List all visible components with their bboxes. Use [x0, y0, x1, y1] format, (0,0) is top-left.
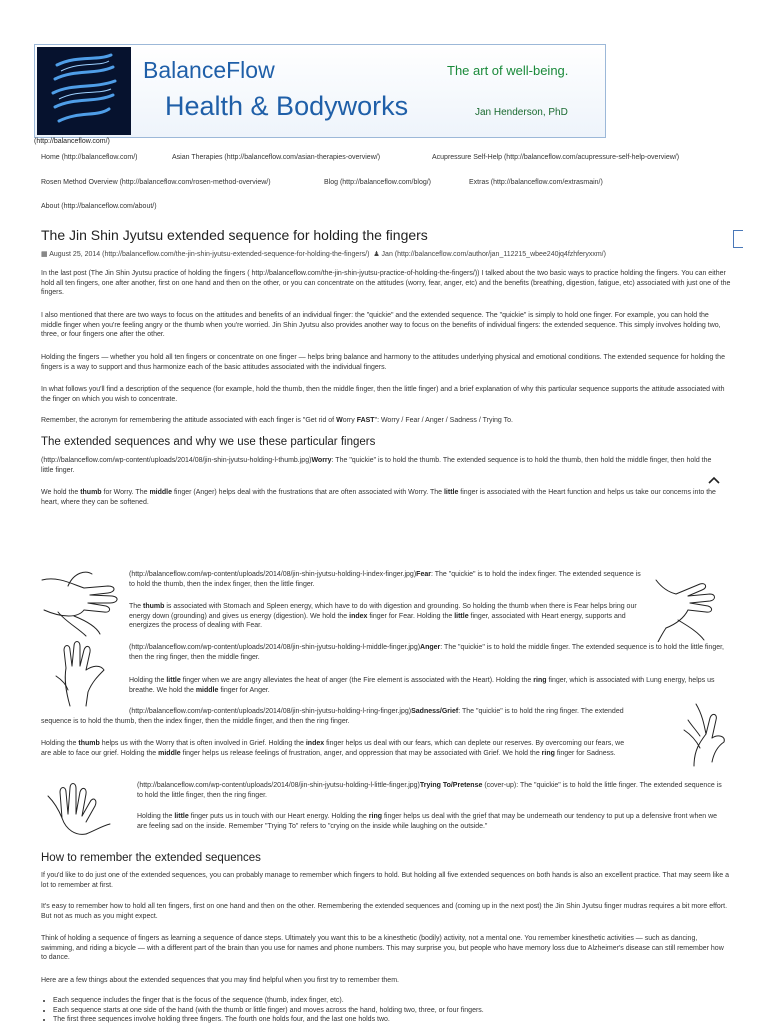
section-heading-remember: How to remember the extended sequences — [41, 852, 261, 864]
text-span: Holding the — [41, 740, 79, 747]
hand-index-right-image[interactable] — [648, 570, 722, 642]
text-span: finger helps us release feelings of frustration, anger, and oppression that may be associated with Grief. We hold the — [180, 749, 542, 757]
bold-thumb: thumb — [143, 603, 165, 610]
tagline: The art of well-being. — [447, 63, 569, 78]
remember-paragraph-1: If you'd like to do just one of the extended sequences, you can probably manage to remember which fingers to hold. But holding all five extended sequences on both hands is also an excellent practice. That may seem like a lot to remember at first. — [41, 872, 730, 889]
bold-index: index — [305, 740, 325, 747]
text-span: We hold the — [41, 489, 81, 496]
text-span: for Worry. The — [101, 489, 150, 496]
trying-to-text: (cover-up): The "quickie" is to hold the little finger. The extended sequence is to hold the little finger, then the ring finger. — [137, 782, 722, 799]
nav-blog[interactable]: Blog (http://balanceflow.com/blog/) — [324, 179, 432, 186]
sadness-paragraph — [41, 707, 631, 726]
text-span: The — [129, 603, 144, 610]
fear-label: Fear — [416, 571, 431, 578]
worry-paragraph — [41, 456, 721, 475]
home-url-link[interactable]: (http://balanceflow.com/) — [34, 138, 110, 145]
bold-little: little — [174, 813, 189, 820]
remember-paragraph-2: It's easy to remember how to hold all ten fingers, first on one hand and then on the other. Remembering the extended sequences and (coming up in the next post) the Jin Shin Jyutsu finger mudras requires a bit more effort. But not as much as you might expect. — [41, 903, 728, 920]
bold-little: little — [443, 489, 459, 496]
text-span: finger when we are angry alleviates the heat of anger (the Fire element is associated with the Heart). Holding the — [180, 677, 534, 684]
nav-rosen-method[interactable]: Rosen Method Overview (http://balanceflow.com/rosen-method-overview/) — [41, 179, 271, 186]
tips-list — [41, 996, 743, 1025]
chevron-up-icon[interactable] — [708, 476, 720, 484]
bold-ring: ring — [368, 813, 383, 820]
nav-extras[interactable]: Extras (http://balanceflow.com/extrasmain/) — [469, 179, 603, 186]
list-item: • The first three sequences involve holding three fingers. The fourth one holds four, and the last one holds two. — [53, 1015, 743, 1025]
post-title: The Jin Shin Jyutsu extended sequence for holding the fingers — [41, 227, 428, 243]
person-icon: ♟ — [373, 251, 380, 258]
sadness-label: Sadness/Grief — [411, 708, 459, 715]
intro-paragraph-4: In what follows you'll find a description of the sequence (for example, hold the thumb, then the middle finger, then the little finger) and a brief explanation of why this particular sequence supports the attitude associated with the finger on which you wish to concentrate. — [41, 386, 725, 403]
text-span: is associated with Stomach and Spleen energy, which have to do with digestion and grounding. So holding the thumb when there is Fear helps bring our energy down (grounding) and gives us energy (digestion). We hold the — [129, 603, 637, 620]
post-meta — [41, 250, 606, 258]
text-span: finger helps us deal with our fears, which can deplete our reserves. By overcoming our fears, we are able to face our grief. Holding the — [41, 740, 625, 757]
bold-ring: ring — [533, 677, 547, 684]
text-span: Holding the — [137, 813, 175, 820]
bold-middle: middle — [149, 489, 172, 496]
nav-asian-therapies[interactable]: Asian Therapies (http://balanceflow.com/asian-therapies-overview/) — [172, 154, 381, 161]
text-span: finger for Anger. — [218, 686, 270, 694]
bold-thumb: thumb — [80, 489, 102, 496]
text-span: finger, which is associated with Lung energy, helps us breathe. We hold the — [129, 677, 715, 694]
anger-text: : The "quickie" is to hold the middle finger. The extended sequence is to hold the little finger, then the ring finger, then the middle finger. — [129, 644, 725, 661]
fear-explanation — [129, 602, 645, 631]
section-heading-extended-sequences: The extended sequences and why we use these particular fingers — [41, 436, 376, 448]
trying-to-paragraph — [137, 781, 727, 800]
logo-icon — [37, 47, 131, 135]
bold-thumb: thumb — [78, 740, 100, 747]
bold-ring: ring — [541, 749, 555, 757]
list-item: • Each sequence includes the finger that is the focus of the sequence (thumb, index finger, etc). — [53, 996, 743, 1006]
anger-label: Anger — [420, 644, 441, 651]
calendar-icon: ▦ — [41, 251, 48, 258]
acronym-intro: Remember, the acronym for remembering the attitude associated with each finger is "Get rid of — [41, 417, 337, 424]
anger-paragraph — [129, 643, 729, 662]
nav-home[interactable]: Home (http://balanceflow.com/) — [41, 154, 138, 161]
hand-index-image[interactable] — [38, 566, 128, 638]
acronym-fast: FAST — [356, 417, 375, 424]
acronym-orry: orry — [342, 417, 357, 424]
list-item: • Each sequence starts at one side of the hand (with the thumb or little finger) and moves across the hand, holding two, three, or four fingers. — [53, 1006, 743, 1016]
nav-about[interactable]: About (http://balanceflow.com/about/) — [41, 203, 157, 210]
site-banner[interactable] — [34, 44, 606, 138]
text-span: finger, associated with Heart energy, supports and energizes the process of dealing with Fear. — [129, 612, 626, 629]
worry-label: Worry — [311, 457, 332, 464]
trying-to-explanation — [137, 812, 727, 831]
bold-middle: middle — [158, 749, 181, 757]
trying-to-label: Trying To/Pretense — [419, 782, 483, 789]
bold-middle: middle — [195, 686, 219, 694]
post-author-link[interactable]: Jan (http://balanceflow.com/author/jan_112215_wbee240jq4fzhferyxxm/) — [381, 251, 606, 258]
sadness-explanation — [41, 739, 631, 758]
post-date-link[interactable]: August 25, 2014 (http://balanceflow.com/the-jin-shin-jyutsu-extended-sequence-for-holding-the-fingers/) — [49, 251, 370, 258]
bold-little: little — [166, 677, 181, 684]
worry-explanation — [41, 488, 721, 507]
intro-paragraph-5 — [41, 416, 731, 426]
brand-name: BalanceFlow — [143, 57, 275, 83]
text-span: finger (Anger) helps deal with the frustrations that are often associated with Worry. The — [172, 489, 444, 496]
sadness-text: : The "quickie" is to hold the ring finger. The extended sequence is to hold the thumb, then the index finger, then the middle finger, and then the ring finger. — [41, 708, 624, 725]
text-span: finger puts us in touch with our Heart energy. Holding the — [188, 813, 369, 820]
anger-explanation — [129, 676, 729, 695]
anger-image-link[interactable]: (http://balanceflow.com/wp-content/uploads/2014/08/jin-shin-jyutsu-holding-l-middle-finger.jpg) — [129, 644, 421, 651]
remember-paragraph-3: Think of holding a sequence of fingers as learning a sequence of dance steps. Ultimately you want this to be a kinesthetic (bodily) activity, not a mental one. You remember kinesthetic activities — such as dancing, swimming, and riding a bicycle — with a different part of the brain than you use for names and phone numbers. This may surprise you, but people who have memory loss due to Alzheimer's disease can still remember how to dance. — [41, 935, 724, 961]
acronym-list: Worry / Fear / Anger / Sadness / Trying To. — [380, 417, 513, 424]
hand-ring-image[interactable] — [676, 700, 730, 770]
brand-subtitle: Health & Bodyworks — [165, 91, 409, 121]
worry-text: : The "quickie" is to hold the thumb. The extended sequence is to hold the thumb, then hold the middle finger, then hold the little finger. — [41, 457, 712, 474]
text-span: Holding the — [129, 677, 167, 684]
text-span: finger for Fear. Holding the — [367, 612, 455, 620]
intro-paragraph-3: Holding the fingers — whether you hold all ten fingers or concentrate on one finger — helps bring balance and harmony to the attitudes underlying physical and emotional conditions. The extended sequence for holding the fingers is a way to support and thus harmonize each of the basic attitudes associated with the individual fingers. — [41, 354, 725, 371]
fear-image-link[interactable]: (http://balanceflow.com/wp-content/uploads/2014/08/jin-shin-jyutsu-holding-l-index-finger.jpg) — [129, 571, 417, 578]
intro-paragraph-1: In the last post (The Jin Shin Jyutsu practice of holding the fingers ( http://balanceflow.com/the-jin-shin-jyutsu-practice-of-holding-the-fingers/)) I talked about the two basic ways to practice holding the fingers. You can either hold all ten fingers, one after another, first on one hand and then on the other, or you can concentrate on the attitudes (worry, fear, anger, etc) and the benefits (breathing, digestion, fatigue, etc) associated with just one of the fingers. — [41, 270, 731, 296]
bold-little: little — [454, 612, 469, 620]
text-span: finger for Sadness. — [554, 749, 616, 757]
remember-paragraph-4: Here are a few things about the extended sequences that you may find helpful when you first try to remember them. — [41, 977, 399, 984]
bold-index: index — [349, 612, 368, 620]
hand-middle-image[interactable] — [50, 640, 110, 708]
trying-to-image-link[interactable]: (http://balanceflow.com/wp-content/uploads/2014/08/jin-shin-jyutsu-holding-l-little-finger.jpg) — [137, 782, 420, 789]
sadness-image-link[interactable]: (http://balanceflow.com/wp-content/uploads/2014/08/jin-shin-jyutsu-holding-l-ring-finger.jpg) — [129, 708, 412, 715]
acronym-w: W — [336, 417, 343, 424]
fear-text: : The "quickie" is to hold the index finger. The extended sequence is to hold the thumb, then the index finger, then the little finger. — [129, 571, 641, 588]
text-span: finger helps us deal with the grief that may be underneath our tendency to put up a defensive front when we are feeling sad on the inside. Remember "Trying To" refers to "crying on the inside while laughing on the outside." — [137, 813, 718, 830]
text-span: finger is associated with the Heart function and helps us take our concerns into the heart, where they can be softened. — [41, 489, 716, 506]
intro-paragraph-2: I also mentioned that there are two ways to focus on the attitudes and benefits of an individual finger: the "quickie" and the extended sequence. The "quickie" is simply to hold one finger. For example, you can hold the middle finger when you're feeling angry or the thumb when you're worried. Jin Shin Jyutsu also provides another way to focus on the benefits of individual fingers: the extended sequence. This simply involves holding two, three, or four fingers one after the other. — [41, 312, 721, 338]
nav-acupressure[interactable]: Acupressure Self-Help (http://balanceflow.com/acupressure-self-help-overview/) — [432, 154, 680, 161]
bracket-icon[interactable] — [733, 230, 743, 248]
text-span: helps us with the Worry that is often involved in Grief. Holding the — [99, 740, 306, 747]
worry-image-link[interactable]: (http://balanceflow.com/wp-content/uploads/2014/08/jin-shin-jyutsu-holding-l-thumb.jpg) — [41, 457, 312, 464]
fear-paragraph — [129, 570, 645, 589]
author-name: Jan Henderson, PhD — [475, 107, 568, 118]
hand-little-image[interactable] — [40, 778, 120, 842]
acronym-colon: ": — [374, 417, 381, 424]
